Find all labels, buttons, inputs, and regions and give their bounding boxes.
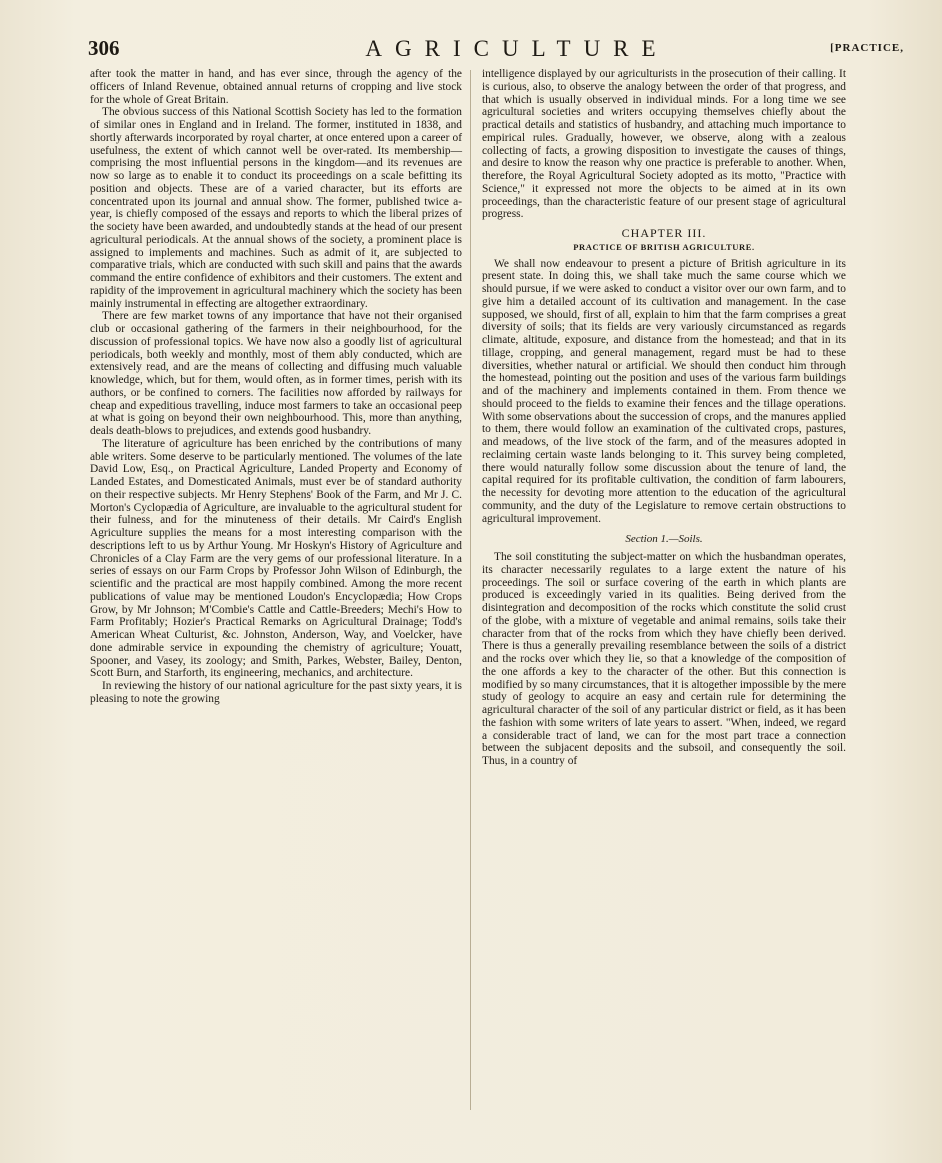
chapter-subtitle: PRACTICE OF BRITISH AGRICULTURE. (573, 241, 755, 252)
section-tag: [PRACTICE, (830, 42, 904, 54)
right-column (482, 68, 846, 768)
section-title: Section 1.—Soils. (625, 533, 703, 546)
running-head (82, 36, 912, 66)
paragraph: after took the matter in hand, and has ever since, through the agency of the officers of Inland Revenue, obtained annual returns of cropping and live stock for the whole of Great Britain. (90, 68, 462, 106)
paragraph: The literature of agriculture has been enriched by the contributions of many able writers. Some deserve to be particularly mentioned. The volumes of the late David Low, Esq., on Practical Agriculture, Landed Property and Economy of Landed Estates, and Domesticated Animals, must ever be of standard authority on their respective subjects. Mr Henry Stephens' Book of the Farm, and Mr J. C. Morton's Cyclopædia of Agriculture, are invaluable to the agricultural student for their fulness, and for the minuteness of their details. Mr Caird's English Agriculture supplies the means for a most interesting comparison with the descriptions left to us by Arthur Young. Mr Hoskyn's History of Agriculture and Chronicles of a Clay Farm are the very gems of our professional literature. In a series of essays on our Farm Crops by Professor John Wilson of Edinburgh, the scientific and the practical are most happily combined. Among the more recent publications of value may be mentioned Loudon's Encyclopædia; How Crops Grow, by Mr Johnson; M'Combie's Cattle and Cattle-Breeders; Mechi's How to Farm Profitably; Hozier's Practical Remarks on Agricultural Drainage; Todd's American Wheat Culturist, &c. Johnston, Anderson, Way, and Voelcker, have done admirable service in expounding the chemistry of agriculture; Youatt, Spooner, and Vasey, its zoology; and Smith, Parkes, Webster, Bailey, Denton, Scott Burn, and Starforth, its engineering, mechanics, and architecture. (90, 437, 462, 680)
paragraph: There are few market towns of any importance that have not their organised club or occasional gathering of the farmers in their neighbourhood, for the discussion of professional topics. We have now also a goodly list of agricultural periodicals, both weekly and monthly, most of them ably conducted, which are extensively read, and are the means of collecting and diffusing much valuable knowledge, which, but for them, would often, as in former times, perish with its authors, or be confined to corners. The facilities now afforded by railways for cheap and expeditious travelling, induce most farmers to take an occasional peep at what is going on beyond their own neighbourhood. This, more than anything, deals death-blows to prejudices, and extends good husbandry. (90, 310, 462, 437)
column-divider (470, 70, 471, 1110)
paragraph: The obvious success of this National Scottish Society has led to the formation of similar ones in England and in Ireland. The former, instituted in 1838, and shortly afterwards incorporated by royal charter, at once entered upon a career of usefulness, the extent of which cannot well be over-rated. Its membership—comprising the most influential persons in the kingdom—and its revenues are now so large as to enable it to conduct its proceedings on a scale befitting its position and objects. These are of a varied character, but its efforts are concentrated upon its journal and annual show. The former, published twice a-year, is chiefly composed of the essays and reports to which the liberal prizes of the society have been awarded, and undoubtedly stands at the head of our present agricultural periodicals. At the annual shows of the society, a prominent place is assigned to implements and machines. Such as admit of it, are subjected to comparative trials, which are conducted with such skill and pains that the awards command the entire confidence of exhibitors and their customers. The extent and rapidity of the improvement in agricultural machinery which the society has been mainly instrumental in effecting are altogether extraordinary. (90, 106, 462, 310)
paragraph: The soil constituting the subject-matter on which the husbandman operates, its character necessarily regulates to a large extent the nature of his proceedings. The soil or surface covering of the earth in which plants are produced is exceedingly varied in its qualities. Being derived from the disintegration and decomposition of the rocks which constitute the solid crust of the globe, with a mixture of vegetable and animal remains, soils take their character from that of the rocks from which they have chiefly been derived. There is thus a generally prevailing resemblance between the soils of a district and the rocks over which they lie, so that a knowledge of the composition of the one affords a key to the character of the other. But this connection is modified by so many circumstances, that it is altogether impossible by the mere study of geology to acquire an easy and certain rule for determining the agricultural character of the soil of any particular district or field, as it has been the fashion with some writers of late years to assert. "When, indeed, we regard a considerable tract of land, we can for the most part trace a connection between the subjacent deposits and the subsoil, and consequently the soil. Thus, in a country of (482, 551, 846, 767)
paragraph: We shall now endeavour to present a picture of British agriculture in its present state. In doing this, we shall take much the same course which we should pursue, if we were asked to conduct a visitor over our own farm, and to give him a detailed account of its cultivation and management. In the case supposed, we should, first of all, explain to him that the farm comprises a great diversity of soils; that its fields are very variously circumstanced as regards climate, altitude, exposure, and distance from the homestead; and that in its tillage, cropping, and general management, regard must be had to these diversities, whether natural or artificial. We should then conduct him through the homestead, pointing out the position and uses of the various farm buildings and of the machinery and implements contained in them. From thence we should proceed to the fields to examine their fences and the tillage operations. With some observations about the succession of crops, and the manures applied to them, there would follow an examination of the cultivated crops, pastures, and meadows, of the live stock of the farm, and of the measures adopted in reclaiming certain waste lands belonging to it. This survey being completed, there would naturally follow some discussion about the tenure of land, the capital required for its profitable cultivation, the condition of farm labourers, the necessity for devoting more attention to the education of the agricultural community, and the duty of the Legislature to remove certain obstructions to agricultural improvement. (482, 257, 846, 525)
chapter-title: CHAPTER III. (621, 226, 707, 240)
running-title: AGRICULTURE (365, 36, 669, 61)
paragraph: In reviewing the history of our national agriculture for the past sixty years, it is pleasing to note the growing (90, 680, 462, 705)
paragraph: intelligence displayed by our agriculturists in the prosecution of their calling. It is curious, also, to observe the analogy between the order of that progress, and that which is usually observed in individual minds. For a long time we see agricultural societies and writers occupying themselves chiefly about the practical details and statistics of husbandry, and attaching much importance to empirical rules. Gradually, however, we observe, along with a zealous collecting of facts, a growing disposition to investigate the causes of things, and desire to know the reason why one practice is preferable to another. When, therefore, the Royal Agricultural Society adopted as its motto, "Practice with Science," it expressed not more the objects to be aimed at in its own proceedings, than the characteristic feature of our present stage of agricultural progress. (482, 68, 846, 221)
page-number: 306 (88, 36, 120, 60)
left-column (90, 68, 462, 706)
